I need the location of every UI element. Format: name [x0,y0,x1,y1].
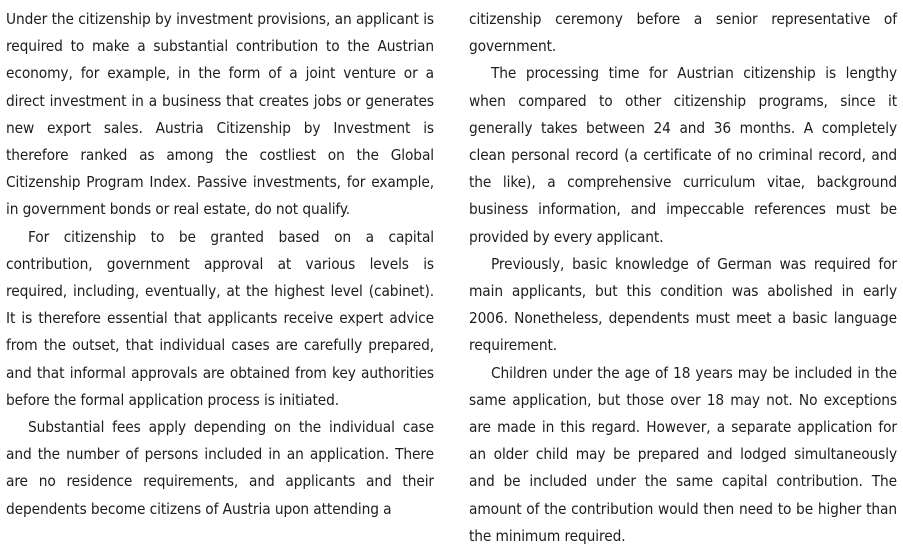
right-column [469,6,897,550]
left-column [6,6,434,523]
paragraph: citizenship ceremony before a senior representative of government. [469,10,897,56]
paragraph: Under the citizenship by investment provisions, an applicant is required to make a substantial contribution to the Austrian economy, for example, in the form of a joint venture or a direct investment in a business that creates jobs or generates new export sales. Austria Citizenship by Investment is therefore ranked as among the costliest on the Global Citizenship Program Index. Passive investments, for example, in government bonds or real estate, do not qualify. [6,10,434,219]
paragraph: Previously, basic knowledge of German was required for main applicants, but this condition was abolished in early 2006. Nonetheless, dependents must meet a basic language requirement. [469,254,897,355]
paragraph: The processing time for Austrian citizenship is lengthy when compared to other citizenship programs, since it generally takes between 24 and 36 months. A completely clean personal record (a certificate of no criminal record, and the like), a comprehensive curriculum vitae, background business information, and impeccable references must be provided by every applicant. [469,64,897,246]
paragraph: Children under the age of 18 years may be included in the same application, but those over 18 may not. No exceptions are made in this regard. However, a separate application for an older child may be prepared and lodged simultaneously and be included under the same capital contribution. The amount of the contribution would then need to be higher than the minimum required. [469,363,897,545]
paragraph: For citizenship to be granted based on a capital contribution, government approval at various levels is required, including, eventually, at the highest level (cabinet). It is therefore essential that applicants receive expert advice from the outset, that individual cases are carefully prepared, and that informal approvals are obtained from key authorities before the formal application process is initiated. [6,227,434,409]
paragraph: Substantial fees apply depending on the individual case and the number of persons included in an application. There are no residence requirements, and applicants and their dependents become citizens of Austria upon attending a [6,418,434,518]
